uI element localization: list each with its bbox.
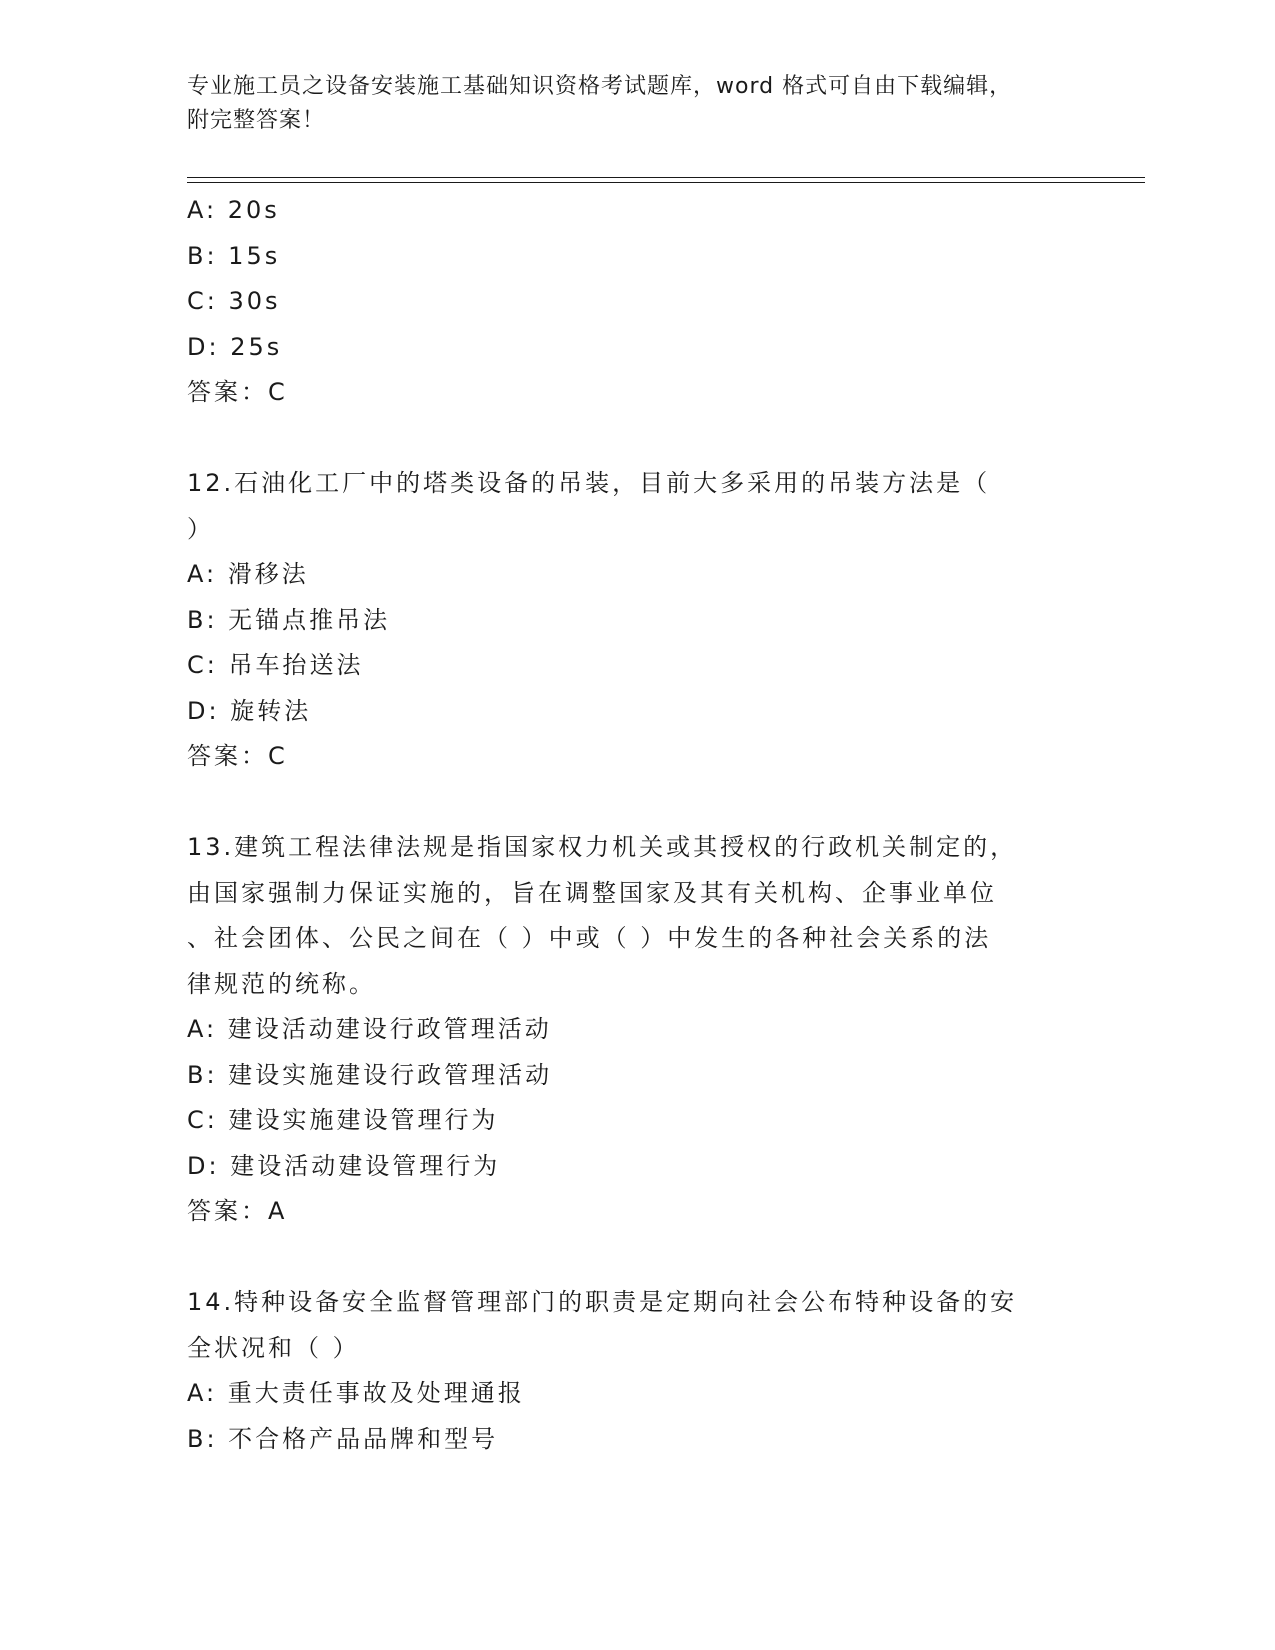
header-line-1: 专业施工员之设备安装施工基础知识资格考试题库，word 格式可自由下载编辑， xyxy=(187,74,1013,99)
header-line-2: 附完整答案！ xyxy=(187,108,326,133)
question-14 xyxy=(187,1280,1087,1462)
option-a: A: 建设活动建设行政管理活动 xyxy=(187,1015,552,1043)
question-text-line: 全状况和（ ） xyxy=(187,1333,360,1362)
spacer xyxy=(187,1235,1087,1281)
document-header xyxy=(187,70,1107,138)
option-b: B: 15s xyxy=(187,241,281,270)
option-b: B: 无锚点推吊法 xyxy=(187,605,391,634)
spacer xyxy=(187,780,1087,826)
question-text-line: 、社会团体、公民之间在（ ）中或（ ）中发生的各种社会关系的法 xyxy=(187,924,992,952)
question-text-line: 13.建筑工程法律法规是指国家权力机关或其授权的行政机关制定的， xyxy=(187,833,1018,861)
question-text-line: ） xyxy=(187,514,214,543)
option-d: D: 建设活动建设管理行为 xyxy=(187,1151,501,1180)
question-text-line: 12.石油化工厂中的塔类设备的吊装，目前大多采用的吊装方法是（ xyxy=(187,469,991,497)
header-divider-bottom xyxy=(187,182,1145,183)
option-d: D: 旋转法 xyxy=(187,696,312,725)
option-c: C: 吊车抬送法 xyxy=(187,651,364,679)
option-b: B: 不合格产品品牌和型号 xyxy=(187,1424,499,1453)
option-c: C: 30s xyxy=(187,287,281,315)
option-c: C: 建设实施建设管理行为 xyxy=(187,1106,499,1134)
option-a: A: 重大责任事故及处理通报 xyxy=(187,1379,525,1407)
option-a: A: 20s xyxy=(187,196,280,224)
answer: 答案：C xyxy=(187,378,288,406)
document-body xyxy=(187,188,1087,1462)
question-text-line: 律规范的统称。 xyxy=(187,969,376,998)
header-divider-top xyxy=(187,177,1145,178)
question-13 xyxy=(187,825,1087,1235)
answer: 答案：C xyxy=(187,742,288,770)
question-text-line: 由国家强制力保证实施的，旨在调整国家及其有关机构、企事业单位 xyxy=(187,878,997,907)
question-12 xyxy=(187,461,1087,780)
question-11 xyxy=(187,188,1087,416)
question-text-line: 14.特种设备安全监督管理部门的职责是定期向社会公布特种设备的安 xyxy=(187,1288,1018,1316)
option-d: D: 25s xyxy=(187,332,283,361)
answer: 答案：A xyxy=(187,1197,288,1225)
option-a: A: 滑移法 xyxy=(187,560,309,588)
option-b: B: 建设实施建设行政管理活动 xyxy=(187,1060,553,1089)
spacer xyxy=(187,416,1087,462)
